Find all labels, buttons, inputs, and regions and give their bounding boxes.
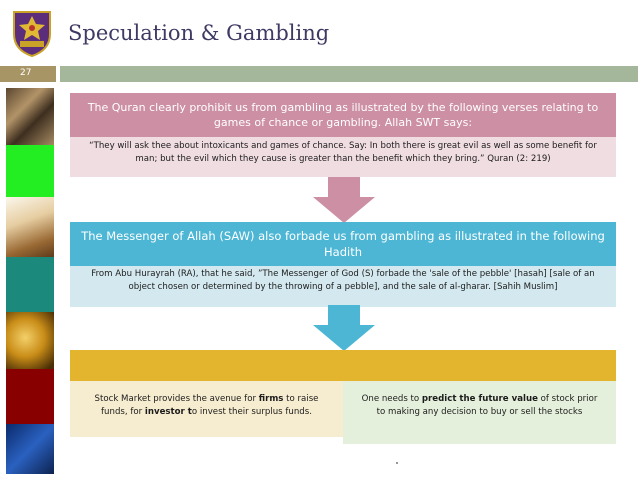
right-text-bold-predict: predict the future value	[421, 394, 538, 404]
hadith-box-body	[70, 266, 616, 307]
page-number-bar	[0, 66, 56, 82]
photo-strip-coins	[6, 312, 54, 369]
down-arrow-pink-icon	[313, 177, 375, 223]
quran-box-header	[70, 93, 616, 137]
left-text-bold-investor: investor t	[144, 407, 192, 417]
page-number: 27	[20, 68, 32, 78]
title-divider-bar	[60, 66, 638, 82]
quran-box-body	[70, 137, 616, 177]
right-text-pre: One needs to	[361, 394, 422, 404]
slide-title: Speculation & Gambling	[68, 21, 330, 45]
left-text-post: o invest their surplus funds.	[191, 407, 312, 417]
color-strip-green	[6, 145, 54, 197]
right-text-post: of stock prior to making any decision to buy or sell the stocks	[376, 394, 598, 417]
photo-strip-book	[6, 197, 54, 257]
quran-header-text: The Quran clearly prohibit us from gambling as illustrated by the following verses relating to games of chance or gambling. Allah SWT says:	[87, 101, 599, 129]
color-strip-maroon	[6, 369, 54, 424]
bottom-left-box	[70, 381, 343, 437]
bottom-box-header	[70, 350, 616, 381]
left-text-pre: Stock Market provides the avenue for	[94, 394, 259, 404]
bottom-right-box	[343, 381, 616, 444]
quran-verse-text: “They will ask thee about intoxicants and games of chance. Say: In both there is great evil as well as some benefit for man; but the evil which they cause is greater than the benefit which they bring.” Quran (2: 219)	[89, 141, 597, 164]
hadith-box-header	[70, 222, 616, 266]
university-crest-logo	[10, 8, 54, 58]
photo-strip-stock-chart	[6, 424, 54, 474]
color-strip-teal	[6, 257, 54, 312]
hadith-header-text: The Messenger of Allah (SAW) also forbade us from gambling as illustrated in the following Hadith	[81, 229, 605, 259]
down-arrow-blue-icon	[313, 305, 375, 351]
left-text-bold-firms: firms	[258, 394, 284, 404]
hadith-text: From Abu Hurayrah (RA), that he said, ”The Messenger of God (S) forbade the 'sale of the pebble' [hasah] [sale of an object chosen or determined by the throwing of a pebble], and the sale of al-gharar. [Sahih Muslim]	[91, 269, 595, 292]
decorative-dot	[396, 462, 398, 464]
photo-strip-ruins	[6, 88, 54, 145]
left-text-mid: to raise funds, for	[101, 394, 319, 417]
